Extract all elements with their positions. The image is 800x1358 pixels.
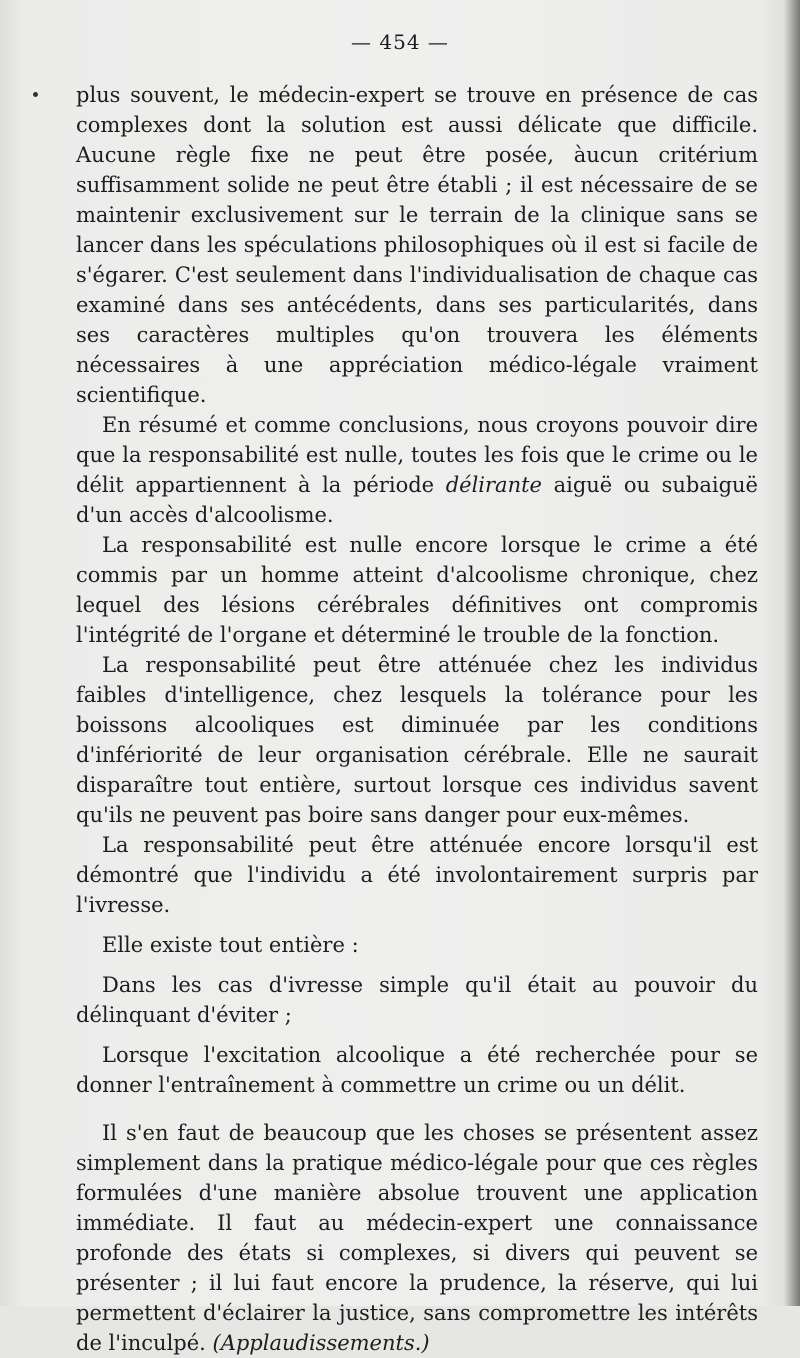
page-number: — 454 — bbox=[351, 30, 449, 54]
paragraph-2-italic: délirante bbox=[445, 473, 542, 497]
paragraph-9 bbox=[76, 1118, 758, 1358]
margin-mark bbox=[33, 92, 38, 97]
paragraph-9-text: Il s'en faut de beaucoup que les choses se présentent assez simplement dans la pratique médico-légale pour que ces règles formulées d'une manière absolue trouvent une application immédiate. Il faut au médecin-expert une connaissance profonde des états si complexes, si divers qui peuvent se présenter ; il lui faut encore la prudence, la réserve, qui lui permettent d'éclairer la justice, sans compromettre les intérêts de l'inculpé. bbox=[76, 1121, 758, 1355]
paragraph-2-text-before: En résumé et comme conclusions, nous croyons pouvoir dire que la responsabilité est nulle, toutes les fois que le crime ou le délit appartiennent à la période bbox=[76, 413, 758, 497]
paragraph-6: Elle existe tout entière : bbox=[102, 933, 359, 957]
paragraph-1: plus souvent, le médecin-expert se trouve en présence de cas complexes dont la solution est aussi délicate que difficile. Aucune règle fixe ne peut être posée, àucun critérium suffisamment solide ne peut être établi ; il est nécessaire de se maintenir exclusivement sur le terrain de la clinique sans se lancer dans les spéculations philosophiques où il est si facile de s'égarer. C'est seulement dans l'individualisation de chaque cas examiné dans ses antécédents, dans ses particularités, dans ses caractères multiples qu'on trouvera les éléments nécessaires à une appréciation médico-légale vraiment scientifique. bbox=[76, 83, 758, 407]
paragraph-7: Dans les cas d'ivresse simple qu'il était au pouvoir du délinquant d'éviter ; bbox=[76, 973, 758, 1027]
paragraph-4: La responsabilité peut être atténuée chez les individus faibles d'intelligence, chez lesquels la tolérance pour les boissons alcooliques est diminuée par les conditions d'infériorité de leur organisation cérébrale. Elle ne saurait disparaître tout entière, surtout lorsque ces individus savent qu'ils ne peuvent pas boire sans danger pour eux-mêmes. bbox=[76, 653, 758, 827]
body-text bbox=[76, 80, 758, 1358]
applause-note: (Applaudissements.) bbox=[212, 1331, 430, 1355]
paragraph-3: La responsabilité est nulle encore lorsque le crime a été commis par un homme atteint d'alcoolisme chronique, chez lequel des lésions cérébrales définitives ont compromis l'intégrité de l'organe et déterminé le trouble de la fonction. bbox=[76, 533, 758, 647]
paragraph-2-text-after: aiguë ou subaiguë d'un accès d'alcoolisme. bbox=[76, 473, 758, 527]
page-edge-shadow bbox=[784, 0, 800, 1306]
paragraph-5: La responsabilité peut être atténuée encore lorsqu'il est démontré que l'individu a été involontairement surpris par l'ivresse. bbox=[76, 833, 758, 917]
paragraph-2 bbox=[76, 410, 758, 530]
paragraph-8: Lorsque l'excitation alcoolique a été recherchée pour se donner l'entraînement à commettre un crime ou un délit. bbox=[76, 1043, 758, 1097]
